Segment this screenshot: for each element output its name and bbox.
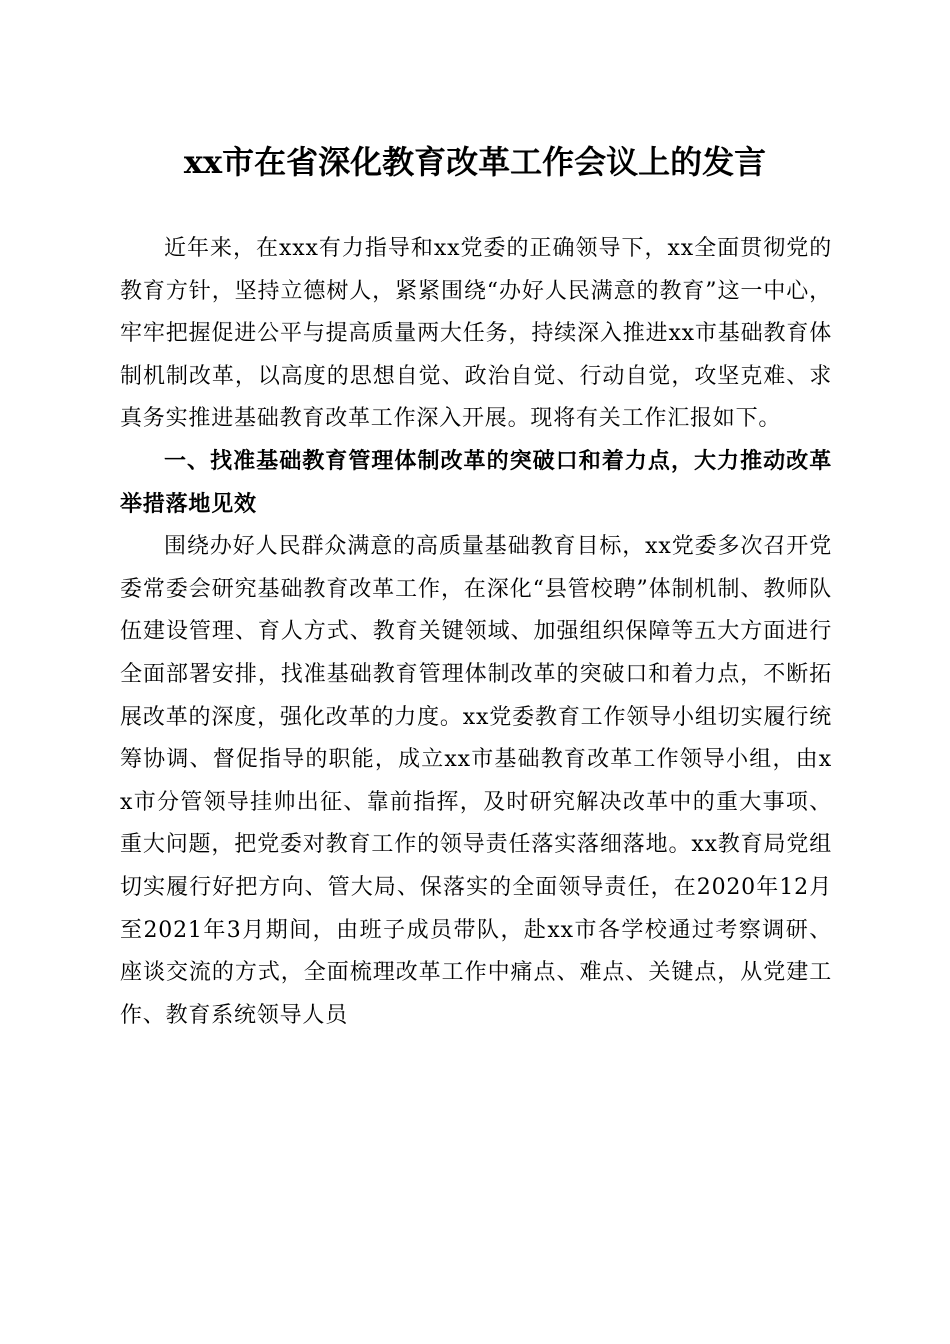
document-title: xx市在省深化教育改革工作会议上的发言	[183, 143, 767, 181]
section-1-paragraph: 围绕办好人民群众满意的高质量基础教育目标，xx党委多次召开党委常委会研究基础教育改革工作，在深化“县管校聘”体制机制、教师队伍建设管理、育人方式、教育关键领域、加强组织保障等五大方面进行全面部署安排，找准基础教育管理体制改革的突破口和着力点，不断拓展改革的深度，强化改革的力度。xx党委教育工作领导小组切实履行统筹协调、督促指导的职能，成立xx市基础教育改革工作领导小组，由xx市分管领导挂帅出征、靠前指挥，及时研究解决改革中的重大事项、重大问题，把党委对教育工作的领导责任落实落细落地。xx教育局党组切实履行好把方向、管大局、保落实的全面领导责任，在2020年12月至2021年3月期间，由班子成员带队，赴xx市各学校通过考察调研、座谈交流的方式，全面梳理改革工作中痛点、难点、关键点，从党建工作、教育系统领导人员	[120, 534, 832, 1028]
intro-paragraph: 近年来，在xxx有力指导和xx党委的正确领导下，xx全面贯彻党的教育方针，坚持立德树人，紧紧围绕“办好人民满意的教育”这一中心，牢牢把握促进公平与提高质量两大任务，持续深入推进xx市基础教育体制机制改革，以高度的思想自觉、政治自觉、行动自觉，攻坚克难、求真务实推进基础教育改革工作深入开展。现将有关工作汇报如下。	[120, 236, 832, 432]
section-heading-1: 一、找准基础教育管理体制改革的突破口和着力点，大力推动改革举措落地见效	[120, 448, 832, 517]
document-body	[120, 228, 832, 1037]
